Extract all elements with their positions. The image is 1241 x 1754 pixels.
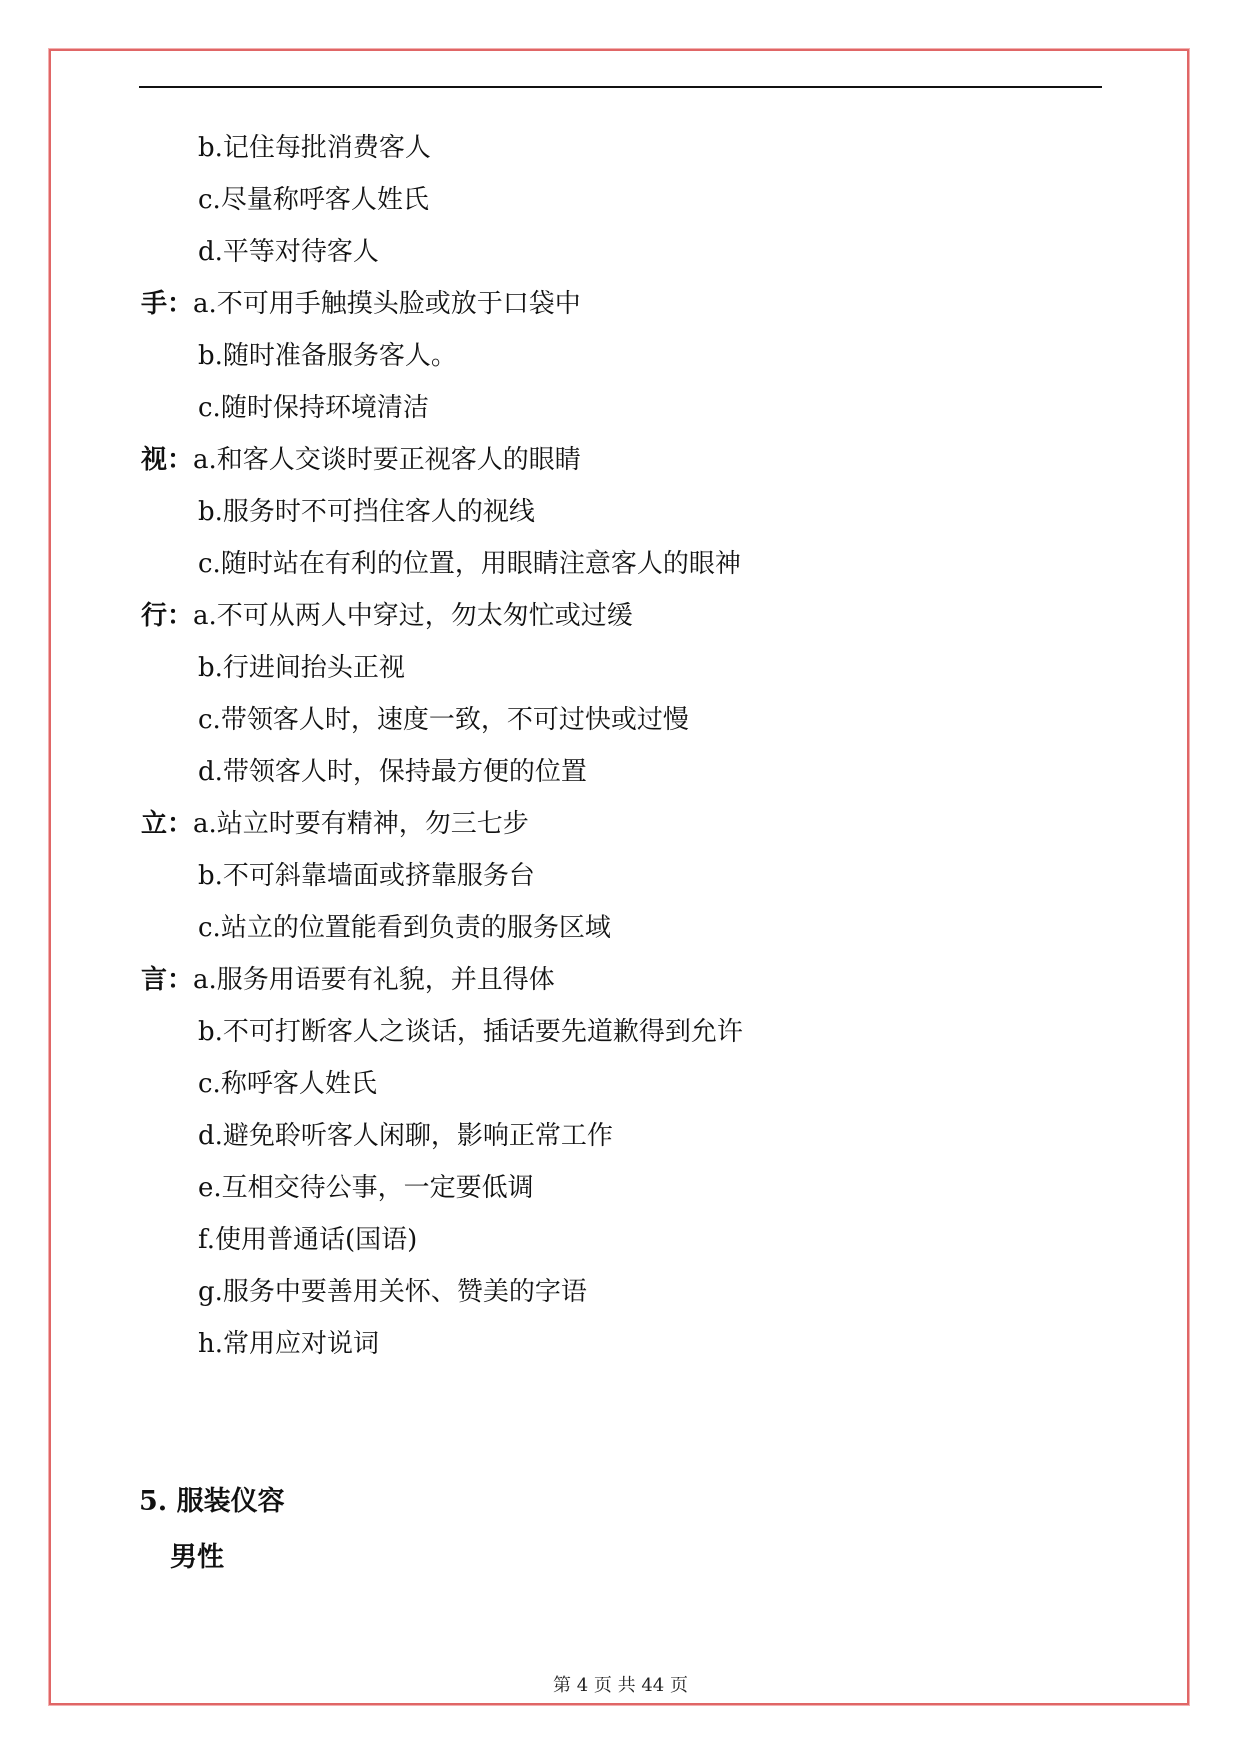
list-item xyxy=(198,1017,743,1047)
list-item xyxy=(198,133,431,163)
item-text: a.不可用手触摸头脸或放于口袋中 xyxy=(193,289,581,319)
list-item xyxy=(198,237,379,267)
category-label: 行： xyxy=(141,601,194,631)
item-text: g.服务中要善用关怀、赞美的字语 xyxy=(198,1277,587,1307)
item-text: c.随时保持环境清洁 xyxy=(198,393,429,423)
category-label: 手： xyxy=(141,289,194,319)
item-text: b.随时准备服务客人。 xyxy=(198,341,457,371)
item-text: b.不可打断客人之谈话，插话要先道歉得到允许 xyxy=(198,1017,743,1047)
item-text: h.常用应对说词 xyxy=(198,1329,380,1359)
page-number: 第 4 页 共 44 页 xyxy=(553,1675,688,1696)
item-text: b.服务时不可挡住客人的视线 xyxy=(198,497,535,527)
list-item xyxy=(198,185,429,215)
item-text: a.和客人交谈时要正视客人的眼睛 xyxy=(193,445,581,475)
item-text: b.记住每批消费客人 xyxy=(198,133,431,163)
list-item-stand xyxy=(141,809,529,839)
item-text: a.不可从两人中穿过，勿太匆忙或过缓 xyxy=(193,601,633,631)
list-item xyxy=(198,757,587,787)
list-item xyxy=(198,705,689,735)
list-item xyxy=(198,1329,379,1359)
subsection-heading: 男性 xyxy=(170,1542,224,1573)
item-text: c.站立的位置能看到负责的服务区域 xyxy=(198,913,611,943)
list-item xyxy=(198,1121,613,1151)
item-text: d.平等对待客人 xyxy=(198,237,379,267)
list-item xyxy=(198,1225,417,1255)
item-text: a.服务用语要有礼貌，并且得体 xyxy=(193,965,555,995)
list-item-walk xyxy=(141,601,633,631)
list-item-hand xyxy=(141,289,581,319)
list-item xyxy=(198,393,429,423)
item-text: c.称呼客人姓氏 xyxy=(198,1069,377,1099)
item-text: c.随时站在有利的位置，用眼睛注意客人的眼神 xyxy=(198,549,741,579)
list-item xyxy=(198,1277,587,1307)
item-text: c.带领客人时，速度一致，不可过快或过慢 xyxy=(198,705,689,735)
list-item xyxy=(198,549,741,579)
header-rule xyxy=(139,86,1102,88)
item-text: f.使用普通话(国语) xyxy=(198,1225,418,1255)
item-text: d.避免聆听客人闲聊，影响正常工作 xyxy=(198,1121,613,1151)
item-text: b.不可斜靠墙面或挤靠服务台 xyxy=(198,861,535,891)
item-text: b.行进间抬头正视 xyxy=(198,653,405,683)
list-item xyxy=(198,913,611,943)
list-item xyxy=(198,1173,534,1203)
list-item xyxy=(198,497,535,527)
list-item xyxy=(198,341,457,371)
section-heading: 5. 服装仪容 xyxy=(139,1486,285,1517)
item-text: e.互相交待公事，一定要低调 xyxy=(198,1173,534,1203)
item-text: c.尽量称呼客人姓氏 xyxy=(198,185,429,215)
category-label: 立： xyxy=(141,809,194,839)
list-item xyxy=(198,861,535,891)
list-item xyxy=(198,1069,377,1099)
item-text: a.站立时要有精神，勿三七步 xyxy=(193,809,529,839)
list-item xyxy=(198,653,405,683)
item-text: d.带领客人时，保持最方便的位置 xyxy=(198,757,587,787)
list-item-sight xyxy=(141,445,581,475)
category-label: 视： xyxy=(141,445,194,475)
list-item-speech xyxy=(141,965,555,995)
category-label: 言： xyxy=(141,965,194,995)
